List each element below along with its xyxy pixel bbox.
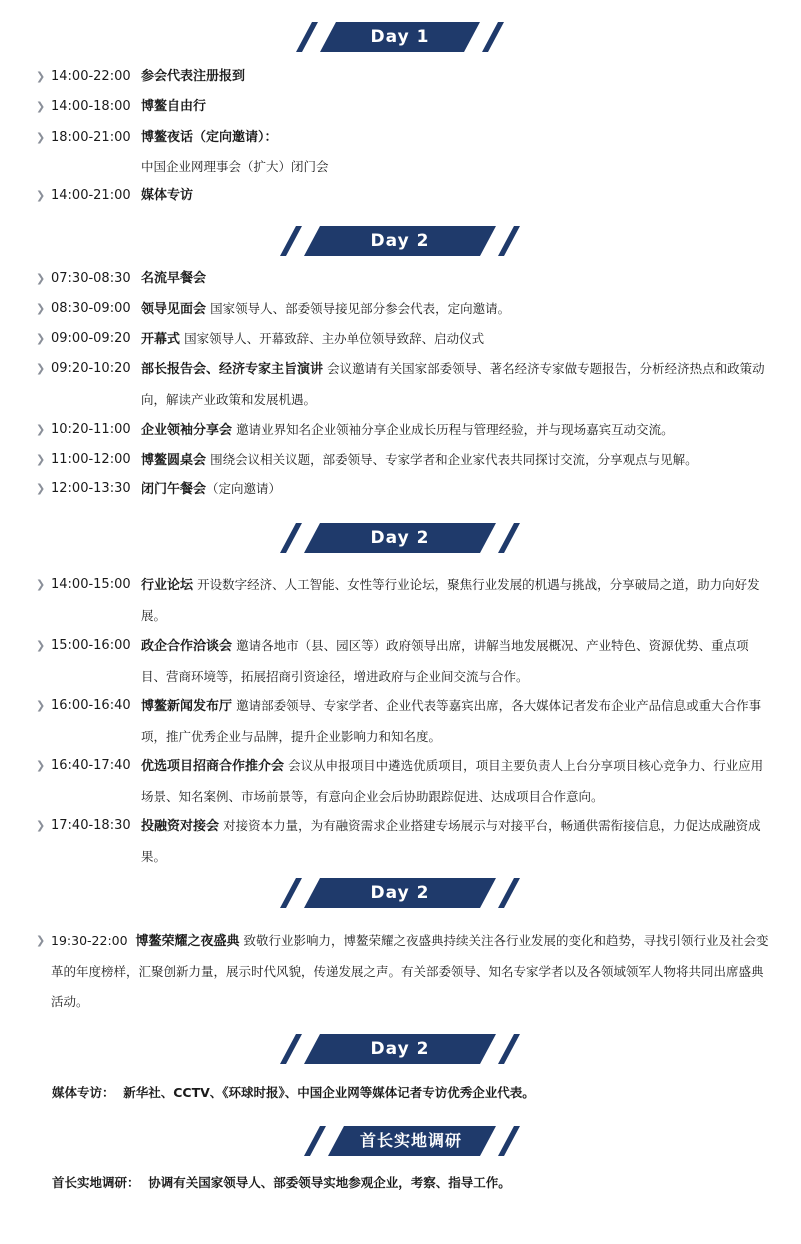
item-desc: 邀请部委领导、专家学者、企业代表等嘉宾出席，各大媒体记者发布企业产品信息或重大合作事项，推广优秀企业与品牌，提升企业影响力和知名度。	[141, 698, 762, 744]
chevron-right-icon: ❯	[36, 759, 46, 772]
item-time: 14:00-21:00	[51, 188, 131, 203]
banner-title: Day 2	[370, 231, 430, 251]
item-title: 投融资对接会	[141, 819, 220, 834]
banner-title: Day 2	[370, 1039, 430, 1059]
chevron-right-icon: ❯	[36, 131, 46, 144]
day-banner	[0, 523, 801, 553]
item-time: 19:30-22:00	[51, 933, 128, 948]
item-time: 18:00-21:00	[51, 130, 131, 145]
item-time: 16:00-16:40	[51, 698, 131, 713]
day-banner	[0, 1034, 801, 1064]
item-time: 09:20-10:20	[51, 361, 131, 376]
chevron-right-icon: ❯	[36, 100, 46, 113]
item-desc: 围绕会议相关议题，部委领导、专家学者和企业家代表共同探讨交流，分享观点与见解。	[210, 452, 698, 467]
day-banner	[0, 226, 801, 256]
inspection-banner	[0, 1126, 801, 1156]
inspection-label: 首长实地调研：	[52, 1175, 140, 1190]
media-note	[52, 1078, 772, 1108]
item-title: 政企合作洽谈会	[141, 639, 233, 654]
banner-title: Day 2	[370, 528, 430, 548]
item-desc: 国家领导人、部委领导接见部分参会代表，定向邀请。	[210, 301, 511, 316]
chevron-right-icon: ❯	[36, 362, 46, 375]
inspection-text: 协调有关国家领导人、部委领导实地参观企业，考察、指导工作。	[148, 1175, 511, 1190]
media-label: 媒体专访：	[52, 1085, 115, 1100]
item-time: 14:00-15:00	[51, 577, 131, 592]
chevron-right-icon: ❯	[36, 578, 46, 591]
item-title: 名流早餐会	[141, 271, 207, 286]
chevron-right-icon: ❯	[36, 302, 46, 315]
item-title: 企业领袖分享会	[141, 423, 233, 438]
item-desc: 会议从申报项目中遴选优质项目，项目主要负责人上台分享项目核心竞争力、行业应用场景、知名案例、市场前景等，有意向企业会后协助跟踪促进、达成项目合作意向。	[141, 758, 764, 804]
item-title: 博鳌新闻发布厅	[141, 699, 233, 714]
item-title: 博鳌圆桌会	[141, 453, 207, 468]
item-title: 参会代表注册报到	[141, 69, 246, 84]
item-desc: 邀请各地市（县、园区等）政府领导出席，讲解当地发展概况、产业特色、资源优势、重点项目、营商环境等，拓展招商引资途径，增进政府与企业间交流与合作。	[141, 638, 749, 684]
item-time: 11:00-12:00	[51, 452, 131, 467]
item-title: 博鳌夜话（定向邀请）：	[141, 130, 278, 145]
item-time: 14:00-18:00	[51, 99, 131, 114]
day-banner	[0, 22, 801, 52]
day-banner	[0, 878, 801, 908]
media-text: 新华社、CCTV、《环球时报》、中国企业网等媒体记者专访优秀企业代表。	[123, 1085, 535, 1100]
item-desc: 国家领导人、开幕致辞、主办单位领导致辞、启动仪式	[184, 331, 485, 346]
item-time: 14:00-22:00	[51, 69, 131, 84]
item-time: 09:00-09:20	[51, 331, 131, 346]
chevron-right-icon: ❯	[36, 70, 46, 83]
item-time: 17:40-18:30	[51, 818, 131, 833]
item-title: 媒体专访	[141, 188, 194, 203]
item-time: 12:00-13:30	[51, 481, 131, 496]
item-desc: 会议邀请有关国家部委领导、著名经济专家做专题报告，分析经济热点和政策动向，解读产业政策和发展机遇。	[141, 361, 765, 407]
chevron-right-icon: ❯	[36, 934, 46, 947]
chevron-right-icon: ❯	[36, 423, 46, 436]
item-title: 闭门午餐会	[141, 482, 207, 497]
item-time: 08:30-09:00	[51, 301, 131, 316]
chevron-right-icon: ❯	[36, 189, 46, 202]
item-desc: （定向邀请）	[206, 481, 282, 496]
item-desc: 邀请业界知名企业领袖分享企业成长历程与管理经验，并与现场嘉宾互动交流。	[236, 422, 674, 437]
item-title: 部长报告会、经济专家主旨演讲	[141, 362, 324, 377]
item-time: 16:40-17:40	[51, 758, 131, 773]
banner-title: 首长实地调研	[359, 1131, 462, 1150]
banner-title: Day 1	[370, 27, 430, 47]
item-desc: 中国企业网理事会（扩大）闭门会	[141, 159, 329, 174]
chevron-right-icon: ❯	[36, 819, 46, 832]
item-desc: 开设数字经济、人工智能、女性等行业论坛，聚焦行业发展的机遇与挑战，分享破局之道，助力向好发展。	[141, 577, 760, 623]
item-title: 领导见面会	[141, 302, 207, 317]
chevron-right-icon: ❯	[36, 453, 46, 466]
banner-title: Day 2	[370, 883, 430, 903]
item-title: 博鳌荣耀之夜盛典	[135, 934, 240, 949]
schedule-item-text	[51, 926, 771, 1017]
chevron-right-icon: ❯	[36, 699, 46, 712]
item-title: 博鳌自由行	[141, 99, 207, 114]
item-time: 07:30-08:30	[51, 271, 131, 286]
chevron-right-icon: ❯	[36, 639, 46, 652]
item-desc: 致敬行业影响力，博鳌荣耀之夜盛典持续关注各行业发展的变化和趋势，寻找引领行业及社会变革的年度榜样，汇聚创新力量，展示时代风貌，传递发展之声。有关部委领导、知名专家学者以及各领域领军人物将共同出席盛典活动。	[51, 933, 769, 1009]
item-title: 开幕式	[141, 332, 181, 347]
item-title: 行业论坛	[141, 578, 194, 593]
item-time: 15:00-16:00	[51, 638, 131, 653]
chevron-right-icon: ❯	[36, 272, 46, 285]
item-title: 优选项目招商合作推介会	[141, 759, 285, 774]
inspection-note	[52, 1168, 772, 1198]
chevron-right-icon: ❯	[36, 332, 46, 345]
item-time: 10:20-11:00	[51, 422, 131, 437]
chevron-right-icon: ❯	[36, 482, 46, 495]
item-desc: 对接资本力量，为有融资需求企业搭建专场展示与对接平台，畅通供需衔接信息，力促达成融资成果。	[141, 818, 761, 864]
